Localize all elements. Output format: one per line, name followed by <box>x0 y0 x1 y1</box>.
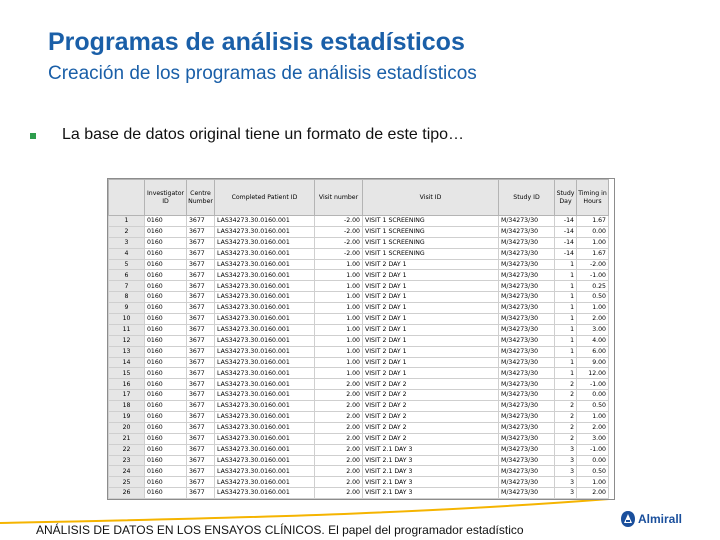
table-cell[interactable]: 2.00 <box>315 433 363 444</box>
table-cell[interactable]: 3677 <box>187 444 215 455</box>
table-cell[interactable]: VISIT 2 DAY 2 <box>363 401 499 412</box>
row-number[interactable]: 4 <box>109 248 145 259</box>
slide-subtitle: Creación de los programas de análisis estadísticos <box>48 63 477 84</box>
table-cell[interactable]: 1.00 <box>315 368 363 379</box>
table-cell[interactable]: 2 <box>555 422 577 433</box>
table-row[interactable] <box>109 259 609 270</box>
table-cell[interactable]: VISIT 1 SCREENING <box>363 216 499 227</box>
table-cell[interactable]: 6.00 <box>577 346 609 357</box>
table-row[interactable] <box>109 390 609 401</box>
table-row[interactable] <box>109 477 609 488</box>
table-cell[interactable]: M/34273/30 <box>499 346 555 357</box>
table-cell[interactable]: 0.50 <box>577 466 609 477</box>
row-number[interactable]: 13 <box>109 346 145 357</box>
table-cell[interactable]: 1 <box>555 314 577 325</box>
table-cell[interactable]: LAS34273.30.0160.001 <box>215 303 315 314</box>
table-cell[interactable]: 0160 <box>145 346 187 357</box>
table-cell[interactable]: LAS34273.30.0160.001 <box>215 237 315 248</box>
table-cell[interactable]: 0160 <box>145 237 187 248</box>
table-cell[interactable]: VISIT 2 DAY 2 <box>363 433 499 444</box>
bullet-text: La base de datos original tiene un formato de este tipo… <box>62 126 465 143</box>
table-cell[interactable]: LAS34273.30.0160.001 <box>215 390 315 401</box>
table-cell[interactable]: -2.00 <box>315 216 363 227</box>
row-number[interactable]: 6 <box>109 270 145 281</box>
table-cell[interactable]: 2.00 <box>315 444 363 455</box>
bullet-item <box>30 126 464 144</box>
table-cell[interactable]: VISIT 2 DAY 1 <box>363 292 499 303</box>
table-cell[interactable]: M/34273/30 <box>499 248 555 259</box>
table-cell[interactable]: VISIT 2 DAY 1 <box>363 324 499 335</box>
table-cell[interactable]: 0160 <box>145 281 187 292</box>
table-cell[interactable]: 3677 <box>187 226 215 237</box>
row-number[interactable]: 26 <box>109 488 145 499</box>
table-cell[interactable]: VISIT 2 DAY 1 <box>363 335 499 346</box>
table-cell[interactable]: 2.00 <box>315 379 363 390</box>
column-header[interactable]: Centre Number <box>187 180 215 216</box>
table-cell[interactable]: 0.00 <box>577 226 609 237</box>
table-cell[interactable]: 0160 <box>145 477 187 488</box>
table-cell[interactable]: LAS34273.30.0160.001 <box>215 324 315 335</box>
table-cell[interactable]: -14 <box>555 216 577 227</box>
table-cell[interactable]: 3677 <box>187 357 215 368</box>
table-cell[interactable]: 2.00 <box>315 412 363 423</box>
table-row[interactable] <box>109 466 609 477</box>
table-cell[interactable]: 0160 <box>145 314 187 325</box>
table-cell[interactable]: 2.00 <box>315 422 363 433</box>
table-cell[interactable]: 3 <box>555 466 577 477</box>
table-cell[interactable]: 0.00 <box>577 455 609 466</box>
table-cell[interactable]: 2.00 <box>315 477 363 488</box>
table-cell[interactable]: -2.00 <box>577 259 609 270</box>
table-cell[interactable]: LAS34273.30.0160.001 <box>215 226 315 237</box>
table-cell[interactable]: VISIT 2 DAY 2 <box>363 412 499 423</box>
table-cell[interactable]: 0160 <box>145 226 187 237</box>
table-cell[interactable]: LAS34273.30.0160.001 <box>215 433 315 444</box>
row-number[interactable]: 10 <box>109 314 145 325</box>
table-cell[interactable]: 0160 <box>145 324 187 335</box>
table-cell[interactable]: 3677 <box>187 379 215 390</box>
row-number[interactable]: 17 <box>109 390 145 401</box>
table-row[interactable] <box>109 346 609 357</box>
table-cell[interactable]: VISIT 2 DAY 2 <box>363 390 499 401</box>
table-row[interactable] <box>109 335 609 346</box>
table-cell[interactable]: 2.00 <box>577 314 609 325</box>
table-cell[interactable]: 3677 <box>187 477 215 488</box>
table-cell[interactable]: M/34273/30 <box>499 259 555 270</box>
row-number[interactable]: 18 <box>109 401 145 412</box>
table-cell[interactable]: M/34273/30 <box>499 237 555 248</box>
table-cell[interactable]: LAS34273.30.0160.001 <box>215 357 315 368</box>
table-cell[interactable]: M/34273/30 <box>499 401 555 412</box>
table-cell[interactable]: M/34273/30 <box>499 477 555 488</box>
row-number[interactable]: 14 <box>109 357 145 368</box>
footer <box>0 500 720 540</box>
row-number[interactable]: 23 <box>109 455 145 466</box>
table-cell[interactable]: M/34273/30 <box>499 303 555 314</box>
table-cell[interactable]: VISIT 2 DAY 1 <box>363 281 499 292</box>
table-cell[interactable]: 1 <box>555 324 577 335</box>
table-cell[interactable]: 0160 <box>145 466 187 477</box>
table-cell[interactable]: 3677 <box>187 401 215 412</box>
table-cell[interactable]: 1.00 <box>315 303 363 314</box>
almirall-logo <box>620 510 682 528</box>
table-cell[interactable]: 0160 <box>145 455 187 466</box>
table-cell[interactable]: 0160 <box>145 488 187 499</box>
table-cell[interactable]: 0.25 <box>577 281 609 292</box>
table-cell[interactable]: M/34273/30 <box>499 488 555 499</box>
table-cell[interactable]: VISIT 2 DAY 1 <box>363 368 499 379</box>
table-cell[interactable]: 1 <box>555 357 577 368</box>
table-cell[interactable]: 3677 <box>187 390 215 401</box>
table-cell[interactable]: 0160 <box>145 422 187 433</box>
table-cell[interactable]: M/34273/30 <box>499 455 555 466</box>
table-cell[interactable]: VISIT 2.1 DAY 3 <box>363 477 499 488</box>
table-cell[interactable]: 1.00 <box>315 281 363 292</box>
table-cell[interactable]: 0160 <box>145 401 187 412</box>
table-cell[interactable]: LAS34273.30.0160.001 <box>215 401 315 412</box>
table-row[interactable] <box>109 455 609 466</box>
column-header[interactable]: Study Day <box>555 180 577 216</box>
almirall-logo-icon <box>620 510 636 528</box>
table-row[interactable] <box>109 357 609 368</box>
column-header[interactable]: Study ID <box>499 180 555 216</box>
table-cell[interactable]: -14 <box>555 237 577 248</box>
table-cell[interactable]: 3.00 <box>577 433 609 444</box>
table-cell[interactable]: LAS34273.30.0160.001 <box>215 422 315 433</box>
row-number[interactable]: 5 <box>109 259 145 270</box>
table-cell[interactable]: 3 <box>555 444 577 455</box>
table-cell[interactable]: LAS34273.30.0160.001 <box>215 270 315 281</box>
table-cell[interactable]: VISIT 2 DAY 2 <box>363 379 499 390</box>
table-cell[interactable]: M/34273/30 <box>499 270 555 281</box>
table-cell[interactable]: 4.00 <box>577 335 609 346</box>
table-corner-cell[interactable] <box>109 180 145 216</box>
table-row[interactable] <box>109 216 609 227</box>
table-row[interactable] <box>109 281 609 292</box>
table-cell[interactable]: 3677 <box>187 216 215 227</box>
table-cell[interactable]: -14 <box>555 248 577 259</box>
table-row[interactable] <box>109 226 609 237</box>
column-header[interactable]: Visit ID <box>363 180 499 216</box>
table-cell[interactable]: VISIT 2.1 DAY 3 <box>363 488 499 499</box>
column-header[interactable]: Timing in Hours <box>577 180 609 216</box>
table-cell[interactable]: M/34273/30 <box>499 368 555 379</box>
table-cell[interactable]: 3 <box>555 477 577 488</box>
table-cell[interactable]: 1 <box>555 335 577 346</box>
table-cell[interactable]: 0160 <box>145 216 187 227</box>
table-cell[interactable]: VISIT 2.1 DAY 3 <box>363 466 499 477</box>
table-cell[interactable]: -1.00 <box>577 270 609 281</box>
row-number[interactable]: 12 <box>109 335 145 346</box>
table-cell[interactable]: VISIT 2 DAY 2 <box>363 422 499 433</box>
table-cell[interactable]: LAS34273.30.0160.001 <box>215 259 315 270</box>
table-cell[interactable]: 3677 <box>187 433 215 444</box>
table-row[interactable] <box>109 444 609 455</box>
table-cell[interactable]: 2 <box>555 412 577 423</box>
table-cell[interactable]: 3677 <box>187 466 215 477</box>
table-cell[interactable]: M/34273/30 <box>499 357 555 368</box>
table-cell[interactable]: VISIT 2 DAY 1 <box>363 259 499 270</box>
bullet-marker <box>30 133 36 139</box>
table-row[interactable] <box>109 270 609 281</box>
table-cell[interactable]: 0160 <box>145 303 187 314</box>
table-cell[interactable]: 3677 <box>187 314 215 325</box>
row-number[interactable]: 9 <box>109 303 145 314</box>
table-cell[interactable]: 0160 <box>145 270 187 281</box>
table-row[interactable] <box>109 237 609 248</box>
table-cell[interactable]: 2.00 <box>315 488 363 499</box>
column-header[interactable]: Visit number <box>315 180 363 216</box>
table-cell[interactable]: 1 <box>555 346 577 357</box>
table-cell[interactable]: 0160 <box>145 444 187 455</box>
table-cell[interactable]: 3677 <box>187 422 215 433</box>
table-cell[interactable]: LAS34273.30.0160.001 <box>215 455 315 466</box>
table-cell[interactable]: M/34273/30 <box>499 216 555 227</box>
table-cell[interactable]: 3 <box>555 455 577 466</box>
table-cell[interactable]: 2.00 <box>315 466 363 477</box>
table-cell[interactable]: LAS34273.30.0160.001 <box>215 335 315 346</box>
row-number[interactable]: 25 <box>109 477 145 488</box>
column-header[interactable]: Completed Patient ID <box>215 180 315 216</box>
table-cell[interactable]: 1.00 <box>315 270 363 281</box>
table-cell[interactable]: 1.00 <box>315 346 363 357</box>
table-cell[interactable]: 0160 <box>145 357 187 368</box>
table-cell[interactable]: 3677 <box>187 335 215 346</box>
row-number[interactable]: 16 <box>109 379 145 390</box>
table-cell[interactable]: 2.00 <box>577 488 609 499</box>
table-cell[interactable]: 3677 <box>187 303 215 314</box>
table-cell[interactable]: 0.50 <box>577 292 609 303</box>
table-cell[interactable]: 3677 <box>187 412 215 423</box>
table-cell[interactable]: 1.67 <box>577 248 609 259</box>
table-cell[interactable]: LAS34273.30.0160.001 <box>215 292 315 303</box>
table-cell[interactable]: LAS34273.30.0160.001 <box>215 281 315 292</box>
table-row[interactable] <box>109 401 609 412</box>
table-cell[interactable]: M/34273/30 <box>499 422 555 433</box>
table-cell[interactable]: 0.50 <box>577 401 609 412</box>
table-cell[interactable]: LAS34273.30.0160.001 <box>215 314 315 325</box>
table-row[interactable] <box>109 488 609 499</box>
table-row[interactable] <box>109 248 609 259</box>
table-row[interactable] <box>109 433 609 444</box>
row-number[interactable]: 2 <box>109 226 145 237</box>
table-cell[interactable]: 1 <box>555 368 577 379</box>
row-number[interactable]: 24 <box>109 466 145 477</box>
table-cell[interactable]: 1.00 <box>315 357 363 368</box>
table-row[interactable] <box>109 314 609 325</box>
table-cell[interactable]: 12.00 <box>577 368 609 379</box>
row-number[interactable]: 21 <box>109 433 145 444</box>
table-cell[interactable]: 3677 <box>187 248 215 259</box>
table-cell[interactable]: -1.00 <box>577 444 609 455</box>
row-number[interactable]: 11 <box>109 324 145 335</box>
table-cell[interactable]: VISIT 2 DAY 1 <box>363 357 499 368</box>
spreadsheet-view <box>107 178 615 500</box>
table-body <box>109 216 609 499</box>
table-cell[interactable]: -2.00 <box>315 226 363 237</box>
table-cell[interactable]: LAS34273.30.0160.001 <box>215 488 315 499</box>
table-cell[interactable]: 3677 <box>187 346 215 357</box>
table-cell[interactable]: 0160 <box>145 248 187 259</box>
table-cell[interactable]: VISIT 1 SCREENING <box>363 226 499 237</box>
table-cell[interactable]: M/34273/30 <box>499 324 555 335</box>
table-cell[interactable]: 3.00 <box>577 324 609 335</box>
table-cell[interactable]: 1.00 <box>315 314 363 325</box>
table-row[interactable] <box>109 379 609 390</box>
table-cell[interactable]: VISIT 2.1 DAY 3 <box>363 444 499 455</box>
row-number[interactable]: 3 <box>109 237 145 248</box>
table-cell[interactable]: M/34273/30 <box>499 466 555 477</box>
table-cell[interactable]: M/34273/30 <box>499 444 555 455</box>
table-cell[interactable]: M/34273/30 <box>499 412 555 423</box>
table-cell[interactable]: 1 <box>555 259 577 270</box>
table-cell[interactable]: 3677 <box>187 368 215 379</box>
table-cell[interactable]: 1 <box>555 270 577 281</box>
footer-text: ANÁLISIS DE DATOS EN LOS ENSAYOS CLÍNICOS. El papel del programador estadístico <box>36 523 524 537</box>
table-cell[interactable]: 0160 <box>145 390 187 401</box>
table-cell[interactable]: 2 <box>555 401 577 412</box>
table-cell[interactable]: LAS34273.30.0160.001 <box>215 248 315 259</box>
table-cell[interactable]: 3 <box>555 488 577 499</box>
table-cell[interactable]: -14 <box>555 226 577 237</box>
table-cell[interactable]: M/34273/30 <box>499 314 555 325</box>
table-cell[interactable]: 2.00 <box>315 401 363 412</box>
table-cell[interactable]: -2.00 <box>315 237 363 248</box>
table-cell[interactable]: 1 <box>555 281 577 292</box>
table-cell[interactable]: 3677 <box>187 270 215 281</box>
table-row[interactable] <box>109 412 609 423</box>
table-cell[interactable]: LAS34273.30.0160.001 <box>215 368 315 379</box>
row-number[interactable]: 7 <box>109 281 145 292</box>
data-table <box>108 179 609 499</box>
table-cell[interactable]: 2.00 <box>315 390 363 401</box>
table-cell[interactable]: M/34273/30 <box>499 226 555 237</box>
row-number[interactable]: 20 <box>109 422 145 433</box>
table-cell[interactable]: LAS34273.30.0160.001 <box>215 477 315 488</box>
row-number[interactable]: 8 <box>109 292 145 303</box>
table-cell[interactable]: M/34273/30 <box>499 335 555 346</box>
table-cell[interactable]: 1.00 <box>315 324 363 335</box>
table-cell[interactable]: 2.00 <box>577 422 609 433</box>
table-cell[interactable]: 3677 <box>187 292 215 303</box>
table-cell[interactable]: 1.00 <box>315 292 363 303</box>
table-cell[interactable]: LAS34273.30.0160.001 <box>215 466 315 477</box>
table-cell[interactable]: LAS34273.30.0160.001 <box>215 379 315 390</box>
table-cell[interactable]: 0160 <box>145 259 187 270</box>
table-cell[interactable]: 1 <box>555 303 577 314</box>
table-cell[interactable]: 1.67 <box>577 216 609 227</box>
table-cell[interactable]: 2.00 <box>315 455 363 466</box>
table-cell[interactable]: M/34273/30 <box>499 292 555 303</box>
table-cell[interactable]: VISIT 2 DAY 1 <box>363 314 499 325</box>
table-cell[interactable]: 3677 <box>187 281 215 292</box>
table-cell[interactable]: VISIT 2.1 DAY 3 <box>363 455 499 466</box>
table-cell[interactable]: -1.00 <box>577 379 609 390</box>
table-row[interactable] <box>109 303 609 314</box>
table-cell[interactable]: 0160 <box>145 433 187 444</box>
table-cell[interactable]: 1.00 <box>315 335 363 346</box>
table-cell[interactable]: LAS34273.30.0160.001 <box>215 346 315 357</box>
table-cell[interactable]: 1.00 <box>577 477 609 488</box>
table-row[interactable] <box>109 292 609 303</box>
table-row[interactable] <box>109 422 609 433</box>
table-cell[interactable]: 0160 <box>145 368 187 379</box>
table-cell[interactable]: VISIT 2 DAY 1 <box>363 270 499 281</box>
table-cell[interactable]: -2.00 <box>315 248 363 259</box>
table-cell[interactable]: 1.00 <box>577 412 609 423</box>
table-cell[interactable]: 3677 <box>187 455 215 466</box>
table-cell[interactable]: 2 <box>555 433 577 444</box>
slide-title: Programas de análisis estadísticos <box>48 28 465 56</box>
table-cell[interactable]: 2 <box>555 390 577 401</box>
table-cell[interactable]: LAS34273.30.0160.001 <box>215 444 315 455</box>
row-number[interactable]: 15 <box>109 368 145 379</box>
table-cell[interactable]: 3677 <box>187 488 215 499</box>
table-cell[interactable]: M/34273/30 <box>499 433 555 444</box>
table-cell[interactable]: 2 <box>555 379 577 390</box>
table-row[interactable] <box>109 368 609 379</box>
table-cell[interactable]: VISIT 2 DAY 1 <box>363 346 499 357</box>
table-cell[interactable]: 0160 <box>145 292 187 303</box>
table-cell[interactable]: 3677 <box>187 259 215 270</box>
logo-text: Almirall <box>638 512 683 526</box>
table-cell[interactable]: 9.00 <box>577 357 609 368</box>
table-cell[interactable]: 3677 <box>187 237 215 248</box>
row-number[interactable]: 19 <box>109 412 145 423</box>
table-cell[interactable]: VISIT 1 SCREENING <box>363 248 499 259</box>
table-cell[interactable]: 1.00 <box>577 303 609 314</box>
table-header-row <box>109 180 609 216</box>
table-cell[interactable]: VISIT 1 SCREENING <box>363 237 499 248</box>
table-cell[interactable]: 0160 <box>145 379 187 390</box>
column-header[interactable]: Investigator ID <box>145 180 187 216</box>
table-cell[interactable]: M/34273/30 <box>499 390 555 401</box>
table-cell[interactable]: LAS34273.30.0160.001 <box>215 216 315 227</box>
table-cell[interactable]: M/34273/30 <box>499 379 555 390</box>
table-row[interactable] <box>109 324 609 335</box>
table-cell[interactable]: 0.00 <box>577 390 609 401</box>
table-cell[interactable]: 1 <box>555 292 577 303</box>
table-cell[interactable]: 0160 <box>145 335 187 346</box>
row-number[interactable]: 22 <box>109 444 145 455</box>
table-cell[interactable]: 3677 <box>187 324 215 335</box>
table-cell[interactable]: 0160 <box>145 412 187 423</box>
table-cell[interactable]: 1.00 <box>315 259 363 270</box>
table-cell[interactable]: 1.00 <box>577 237 609 248</box>
table-cell[interactable]: LAS34273.30.0160.001 <box>215 412 315 423</box>
table-cell[interactable]: VISIT 2 DAY 1 <box>363 303 499 314</box>
row-number[interactable]: 1 <box>109 216 145 227</box>
table-cell[interactable]: M/34273/30 <box>499 281 555 292</box>
